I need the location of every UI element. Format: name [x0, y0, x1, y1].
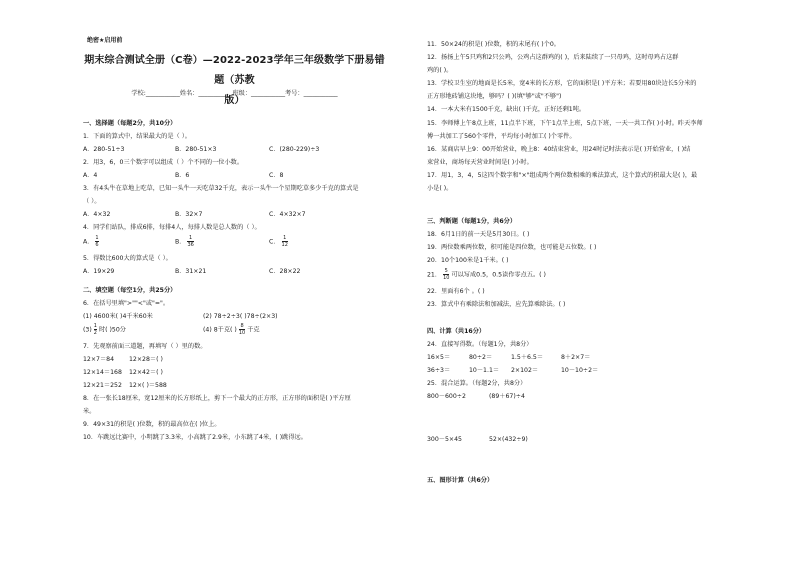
question-15-line-2: 傅一共加工了560个零件，平均每小时加工( )个零件。: [427, 132, 576, 140]
option-label: C．: [269, 238, 280, 246]
option-label: B．: [175, 238, 186, 246]
numerator: 5: [444, 267, 448, 274]
denominator: 10: [238, 329, 246, 336]
calc-item: 8＋2×7＝: [561, 353, 591, 361]
numerator: 1: [93, 322, 97, 329]
q7-equation: 12×7＝84: [83, 355, 115, 363]
q6-part-2: (2) 78÷2÷3( )78÷(2×3): [203, 312, 278, 320]
question-7: 7．先观察前面三道题，再填写（ ）里的数。: [83, 342, 207, 350]
question-13-line-1: 13．学校卫生室的地面是长5米，宽4米的长方形，它的面积是( )平方米；若要用80块边长5分米的: [427, 80, 697, 88]
denominator: 12: [281, 241, 288, 248]
question-1: 1．下面的算式中，结果最大的是（ ）。: [83, 133, 191, 141]
question-21: [427, 268, 772, 285]
question-13-line-2: 正方形地砖铺这块地，够吗？( )(填"够"或"不够"): [427, 93, 562, 101]
question-19: 19．两位数乘两位数，积可能是四位数，也可能是五位数。( ): [427, 244, 597, 252]
option-b: B．32×7: [175, 211, 203, 219]
fraction: [94, 323, 97, 336]
student-info-line: 学校:___________姓名：___________班级：___________考号：___________: [131, 90, 338, 97]
question-8-line-1: 8．在一张长18厘米，宽12厘米的长方形纸上，剪下一个最大的正方形，正方形的面积是( )平方厘: [83, 394, 351, 402]
option-a: A．4×32: [83, 211, 111, 219]
question-3-line-1: 3．有4头牛在草地上吃草，已知一头牛一天吃草32千克，表示一头牛一个星期吃草多少千克的算式是: [83, 185, 359, 193]
option-a: A．4: [83, 172, 98, 180]
option-a: [83, 235, 101, 249]
section-1-heading: 一、选择题（每题2分，共10分）: [83, 120, 177, 127]
option-b: B．280-51×3: [175, 146, 217, 154]
question-6: 6．在括号里填">""<"或"="。: [83, 299, 170, 307]
question-17-line-2: 小是( )。: [427, 185, 453, 193]
q6-part-3-text: 时( )50分: [98, 326, 126, 334]
q6-part-4-unit: 千克: [247, 326, 260, 334]
question-5-options: [83, 265, 386, 278]
numerator: 8: [240, 322, 244, 329]
question-23: 23．算式中有乘除法和加减法，应先算乘除法。( ): [427, 300, 566, 308]
q21-text: 可以写成0.5，0.5读作零点五。( ): [451, 271, 546, 278]
option-b: [175, 235, 196, 249]
question-22: 22．里面有6个 。( ): [427, 287, 485, 295]
q6-part-4-text: (4) 8千克( ): [203, 326, 237, 334]
option-c: C．4×32×7: [269, 211, 306, 219]
mixed-calc-item: 800－600÷2: [427, 393, 466, 401]
denominator: 10: [443, 274, 450, 281]
denominator: 6: [95, 241, 99, 248]
question-1-options: [83, 143, 386, 156]
q6-part-3-label: (3): [83, 326, 92, 334]
section-5-heading: 五、图形计算（共6分）: [427, 477, 494, 485]
exam-title: [83, 51, 386, 111]
mixed-calc-item: 52×(432÷9): [489, 436, 528, 444]
question-6-row-2: [83, 323, 386, 340]
q7-equation: 12×28＝( ): [129, 355, 163, 363]
q7-equation: 12×21＝252: [83, 381, 122, 389]
question-3-options: [83, 208, 386, 221]
question-5: 5．得数比600大的算式是（ ）。: [83, 254, 172, 262]
fraction: [239, 323, 245, 336]
q6-part-1: (1) 4600米( )4千米60米: [83, 312, 153, 320]
denominator: 36: [187, 241, 194, 248]
numerator: 1: [189, 234, 193, 241]
question-7-row-1: [83, 353, 386, 366]
option-a: A．19×29: [83, 267, 115, 275]
section-2-heading: 二、填空题（每空1分，共25分）: [83, 286, 177, 294]
numerator: 1: [95, 234, 99, 241]
question-10: 10．车跳远比赛中，小明跳了3.3米，小高跳了2.9米，小东跳了4米，( )跳得远。: [83, 434, 307, 442]
option-c: C．28×22: [269, 267, 301, 275]
question-2: 2．用3，6，0三个数字可以组成（ ）个不同的一位小数。: [83, 159, 244, 167]
q6-part-4: [203, 323, 260, 337]
question-12-line-2: 鸡的( )。: [427, 67, 453, 75]
question-7-row-2: [83, 366, 386, 379]
fraction: [282, 235, 288, 248]
option-b: B．31×21: [175, 267, 207, 275]
question-20: 20．10个100米是1千米。( ): [427, 257, 509, 265]
question-14: 14．一本大米有1500千克，缺出( )千克，正好还剩1吨。: [427, 106, 586, 114]
numerator: 1: [283, 234, 287, 241]
question-17-line-1: 17．用1，3，4，5这四个数字和"×"组成两个两位数相乘的乘法算式，这个算式的积最大是( )，最: [427, 171, 698, 179]
option-b: B．6: [175, 172, 190, 180]
question-2-options: [83, 169, 386, 182]
calc-item: 80÷2＝: [469, 353, 493, 361]
option-a: A．280-51÷3: [83, 146, 125, 154]
fraction: [95, 235, 98, 248]
question-16-line-1: 16．某商店早上9：00开始营业，晚上8：40结束营业，用24时记时法表示是( )开始营业，( )结: [427, 145, 691, 153]
question-15-line-1: 15．李师傅上午8点上班，11点半下班，下午1点半上班，5点下班，一天一共工作( )小时。昨天李师: [427, 119, 703, 127]
calc-item: 1.5＋6.5＝: [511, 353, 544, 361]
mixed-calc-item: (89＋67)÷4: [489, 393, 525, 401]
option-label: A．: [83, 238, 94, 246]
question-9: 9．49×31的积是( )位数，积的最高位在( )位上。: [83, 421, 221, 429]
question-3-line-2: （ ）。: [83, 198, 101, 206]
option-c: C．(280-229)÷3: [269, 146, 320, 154]
question-4: 4．同学们站队，排成6排，每排4人，每排人数是总人数的（ ）。: [83, 224, 261, 232]
question-7-row-3: [83, 379, 386, 392]
calc-item: 2×102＝: [511, 366, 539, 374]
question-25-row-2: [427, 433, 772, 446]
fraction: [187, 235, 193, 248]
question-24-row-2: [427, 364, 772, 377]
calc-item: 10－10÷2＝: [561, 366, 599, 374]
calc-item: 36÷3＝: [427, 366, 451, 374]
title-line-1: 期末综合测试全册（C卷）—2022-2023学年三年级数学下册易错题（苏教: [84, 55, 385, 86]
question-16-line-2: 束营业，商场每天营业时间是( )小时。: [427, 158, 533, 166]
q7-equation: 12×14＝168: [83, 368, 122, 376]
option-c: C．8: [269, 172, 284, 180]
denominator: 2: [93, 329, 97, 336]
question-6-row-1: [83, 310, 386, 323]
question-11: 11．50×24的积是( )位数，积的末尾有( )个0。: [427, 41, 560, 48]
question-25: 25．混合运算。（每题2分，共8分）: [427, 380, 527, 388]
q6-part-3: [83, 323, 126, 337]
fraction: [443, 268, 449, 281]
section-4-heading: 四、计算（共16分）: [427, 327, 486, 335]
secret-mark: 绝密★启用前: [87, 37, 123, 44]
question-24-row-1: [427, 351, 772, 364]
right-column: [427, 38, 772, 487]
q7-equation: 12×( )＝588: [129, 381, 167, 389]
section-3-heading: 三、判断题（每题1分，共6分）: [427, 218, 517, 226]
question-8-line-2: 米。: [83, 408, 96, 416]
question-12-line-1: 12．扬扬上午5只鸡和2只公鸡，公鸡占这群鸡的( )，后来陆续了一只母鸡，这时母鸡占这群: [427, 54, 679, 62]
calc-item: 10－1.1＝: [469, 366, 500, 374]
option-c: [269, 235, 290, 249]
q7-equation: 12×42＝( ): [129, 368, 163, 376]
question-4-options: [83, 235, 386, 252]
mixed-calc-item: 300－5×45: [427, 436, 462, 444]
title-line-2: 版）: [224, 95, 245, 106]
question-24: 24．直接写得数。（每题1分，共8分）: [427, 340, 533, 348]
q21-number: 21．: [427, 271, 442, 278]
calc-item: 16×5＝: [427, 353, 451, 361]
left-column: [83, 117, 386, 444]
question-18: 18．6月1日的前一天是5月30日。( ): [427, 231, 530, 239]
question-25-row-1: [427, 390, 772, 403]
